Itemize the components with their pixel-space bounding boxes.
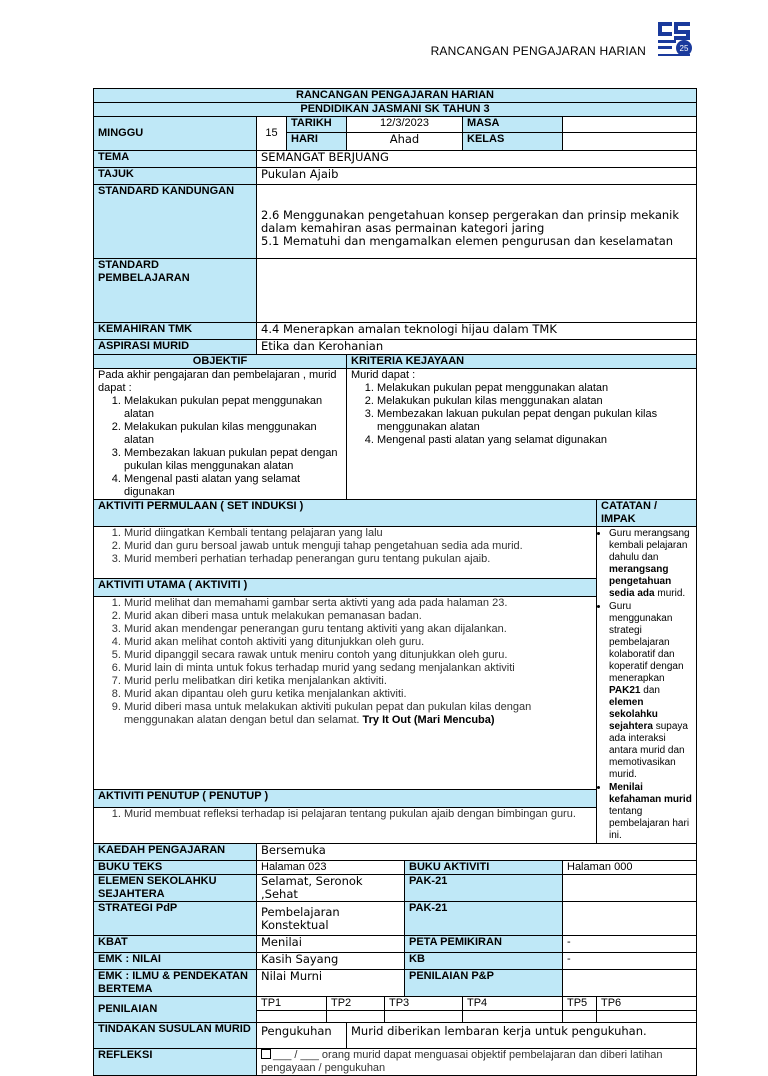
tarikh-value: 12/3/2023 bbox=[347, 117, 463, 133]
aspirasi-value: Etika dan Kerohanian bbox=[257, 340, 697, 355]
tp-1: TP1 bbox=[257, 997, 327, 1011]
pak21-value bbox=[563, 875, 697, 902]
list-item: 4. Murid akan melihat contoh aktiviti yang ditunjukkan oleh guru. bbox=[124, 636, 592, 649]
rph-table bbox=[93, 88, 697, 1076]
pak21b-value bbox=[563, 902, 697, 936]
catatan-label: CATATAN / IMPAK bbox=[597, 500, 697, 527]
list-item: 5. Murid dipanggil secara rawak untuk meniru contoh yang ditunjukkan oleh guru. bbox=[124, 649, 592, 662]
masa-label: MASA bbox=[463, 117, 563, 133]
catatan-content bbox=[597, 527, 697, 844]
penilaian-pp-label: PENILAIAN P&P bbox=[405, 970, 563, 997]
list-item: 4. Mengenal pasti alatan yang selamat digunakan bbox=[124, 473, 342, 499]
list-item: 1. Murid melihat dan memahami gambar serta aktivti yang ada pada halaman 23. bbox=[124, 597, 592, 610]
list-item: 4. Mengenal pasti alatan yang selamat digunakan bbox=[377, 434, 692, 447]
strategi-value: Pembelajaran Konstektual bbox=[257, 902, 405, 936]
tp-2: TP2 bbox=[327, 997, 385, 1011]
peta-label: PETA PEMIKIRAN bbox=[405, 936, 563, 953]
refleksi-label: REFLEKSI bbox=[94, 1049, 257, 1076]
sp-value bbox=[257, 259, 697, 323]
list-item: 1. Melakukan pukulan pepat menggunakan alatan bbox=[124, 395, 342, 421]
bukuaktiviti-value: Halaman 000 bbox=[563, 861, 697, 875]
sk-line-2: 5.1 Mematuhi dan mengamalkan elemen pengurusan dan keselamatan bbox=[261, 234, 674, 248]
pak21b-label: PAK-21 bbox=[405, 902, 563, 936]
strategi-label: STRATEGI PdP bbox=[94, 902, 257, 936]
permulaan-content bbox=[94, 527, 597, 579]
bukuteks-value: Halaman 023 bbox=[257, 861, 405, 875]
kb-label: KB bbox=[405, 953, 563, 970]
list-item: 1. Murid diingatkan Kembali tentang pelajaran yang lalu bbox=[124, 527, 592, 540]
penilaian-pp-value bbox=[563, 970, 697, 997]
kaedah-label: KAEDAH PENGAJARAN bbox=[94, 844, 257, 861]
list-item: 6. Murid lain di minta untuk fokus terhadap murid yang sedang menjalankan aktiviti bbox=[124, 662, 592, 675]
tp-4-score[interactable] bbox=[463, 1011, 563, 1023]
list-item: 2. Murid dan guru bersoal jawab untuk menguji tahap pengetahuan sedia ada murid. bbox=[124, 540, 592, 553]
bukuteks-label: BUKU TEKS bbox=[94, 861, 257, 875]
refleksi-checkbox[interactable] bbox=[261, 1049, 271, 1059]
elemen-value: Selamat, Seronok ,Sehat bbox=[257, 875, 405, 902]
tp-6-score[interactable] bbox=[597, 1011, 697, 1023]
tajuk-label: TAJUK bbox=[94, 168, 257, 185]
list-item: 3. Murid memberi perhatian terhadap penerangan guru tentang pukulan ajaib. bbox=[124, 553, 592, 566]
svg-text:25: 25 bbox=[679, 44, 689, 53]
list-item: 7. Murid perlu melibatkan diri ketika menjalankan aktiviti. bbox=[124, 675, 592, 688]
list-item: 2. Murid akan diberi masa untuk melakukan pemanasan badan. bbox=[124, 610, 592, 623]
tp-5: TP5 bbox=[563, 997, 597, 1011]
kbat-value: Menilai bbox=[257, 936, 405, 953]
kelas-value bbox=[563, 133, 697, 151]
aspirasi-label: ASPIRASI MURID bbox=[94, 340, 257, 355]
list-item: 8. Murid akan dipantau oleh guru ketika menjalankan aktiviti. bbox=[124, 688, 592, 701]
list-item: 9. Murid diberi masa untuk melakukan aktiviti pukulan pepat dan pukulan kilas dengan menggunakan alatan dengan betul dan selamat. Try It Out (Mari Mencuba) bbox=[124, 701, 592, 727]
doc-title: RANCANGAN PENGAJARAN HARIAN bbox=[94, 89, 697, 103]
tp-3-score[interactable] bbox=[385, 1011, 463, 1023]
list-item: 2. Melakukan pukulan kilas menggunakan alatan bbox=[124, 421, 342, 447]
masa-value bbox=[563, 117, 697, 133]
sk-label: STANDARD KANDUNGAN bbox=[94, 185, 257, 259]
emk-ilmu-label: EMK : ILMU & PENDEKATAN BERTEMA bbox=[94, 970, 257, 997]
bukuaktiviti-label: BUKU AKTIVITI bbox=[405, 861, 563, 875]
tp-2-score[interactable] bbox=[327, 1011, 385, 1023]
tajuk-value: Pukulan Ajaib bbox=[257, 168, 697, 185]
kelas-label: KELAS bbox=[463, 133, 563, 151]
list-item: 1. Melakukan pukulan pepat menggunakan alatan bbox=[377, 382, 692, 395]
tindakan-type: Pengukuhan bbox=[257, 1023, 347, 1049]
tp-5-score[interactable] bbox=[563, 1011, 597, 1023]
tindakan-desc: Murid diberikan lembaran kerja untuk pengukuhan. bbox=[347, 1023, 697, 1049]
hari-value: Ahad bbox=[347, 133, 463, 151]
list-item: • Menilai kefahaman murid tentang pembelajaran hari ini. bbox=[609, 782, 694, 842]
tp-1-score[interactable] bbox=[257, 1011, 327, 1023]
sk-value bbox=[257, 185, 697, 259]
tema-value: SEMANGAT BERJUANG bbox=[257, 151, 697, 168]
kbat-label: KBAT bbox=[94, 936, 257, 953]
tp-6: TP6 bbox=[597, 997, 697, 1011]
sp-label: STANDARD PEMBELAJARAN bbox=[94, 259, 257, 323]
emk-nilai-label: EMK : NILAI bbox=[94, 953, 257, 970]
tema-label: TEMA bbox=[94, 151, 257, 168]
permulaan-label: AKTIVITI PERMULAAN ( SET INDUKSI ) bbox=[94, 500, 597, 527]
peta-value: - bbox=[563, 936, 697, 953]
tmk-value: 4.4 Menerapkan amalan teknologi hijau dalam TMK bbox=[257, 323, 697, 340]
objektif-content bbox=[94, 369, 347, 500]
list-item: 3. Murid akan mendengar penerangan guru tentang aktiviti yang akan dijalankan. bbox=[124, 623, 592, 636]
penutup-label: AKTIVITI PENUTUP ( PENUTUP ) bbox=[94, 789, 597, 807]
utama-label: AKTIVITI UTAMA ( AKTIVITI ) bbox=[94, 578, 597, 596]
list-item: 1. Murid membuat refleksi terhadap isi pelajaran tentang pukulan ajaib dengan bimbingan guru. bbox=[124, 808, 592, 821]
emk-nilai-value: Kasih Sayang bbox=[257, 953, 405, 970]
tp-4: TP4 bbox=[463, 997, 563, 1011]
minggu-value: 15 bbox=[257, 117, 287, 151]
doc-subtitle: PENDIDIKAN JASMANI SK TAHUN 3 bbox=[94, 103, 697, 117]
kb-value: - bbox=[563, 953, 697, 970]
pak21-label: PAK-21 bbox=[405, 875, 563, 902]
sk-line-1: 2.6 Menggunakan pengetahuan konsep pergerakan dan prinsip mekanik dalam kemahiran asas permainan kategori jaring bbox=[261, 208, 680, 235]
tindakan-label: TINDAKAN SUSULAN MURID bbox=[94, 1023, 257, 1049]
objektif-intro: Pada akhir pengajaran dan pembelajaran , murid dapat : bbox=[98, 369, 337, 394]
list-item: • Guru merangsang kembali pelajaran dahulu dan merangsang pengetahuan sedia ada murid. bbox=[609, 528, 694, 600]
kriteria-content bbox=[347, 369, 697, 500]
tmk-label: KEMAHIRAN TMK bbox=[94, 323, 257, 340]
list-item: • Guru menggunakan strategi pembelajaran kolaboratif dan koperatif dengan menerapkan PAK21 dan elemen sekolahku sejahtera supaya ada interaksi antara murid dan memotivasikan murid. bbox=[609, 601, 694, 781]
refleksi-value: ___ / ___ orang murid dapat menguasai objektif pembelajaran dan diberi latihan pengayaan / pengukuhan bbox=[257, 1049, 697, 1076]
utama-content bbox=[94, 596, 597, 789]
minggu-label: MINGGU bbox=[94, 117, 257, 151]
tarikh-label: TARIKH bbox=[287, 117, 347, 133]
kaedah-value: Bersemuka bbox=[257, 844, 697, 861]
elemen-label: ELEMEN SEKOLAHKU SEJAHTERA bbox=[94, 875, 257, 902]
list-item: 3. Membezakan lakuan pukulan pepat dengan pukulan kilas menggunakan alatan bbox=[377, 408, 692, 434]
tp-3: TP3 bbox=[385, 997, 463, 1011]
list-item: 2. Melakukan pukulan kilas menggunakan alatan bbox=[377, 395, 692, 408]
kriteria-intro: Murid dapat : bbox=[351, 369, 416, 381]
penilaian-label: PENILAIAN bbox=[94, 997, 257, 1023]
hari-label: HARI bbox=[287, 133, 347, 151]
emk-ilmu-value: Nilai Murni bbox=[257, 970, 405, 997]
kriteria-label: KRITERIA KEJAYAAN bbox=[347, 355, 697, 369]
header-title: RANCANGAN PENGAJARAN HARIAN bbox=[430, 44, 646, 58]
penutup-content bbox=[94, 807, 597, 843]
objektif-label: OBJEKTIF bbox=[94, 355, 347, 369]
list-item: 3. Membezakan lakuan pukulan pepat dengan pukulan kilas menggunakan alatan bbox=[124, 447, 342, 473]
school-logo-icon bbox=[654, 16, 694, 60]
